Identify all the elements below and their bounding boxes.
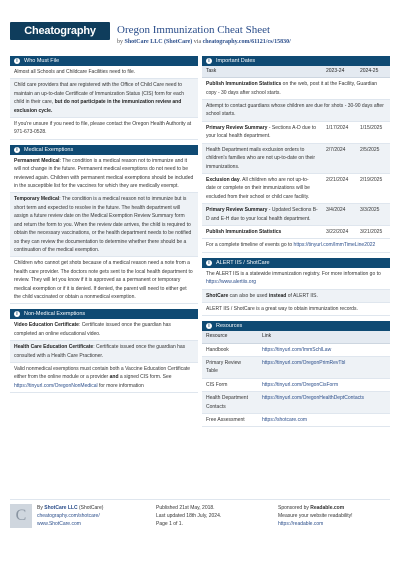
section-header xyxy=(202,56,390,66)
footer-sponsor-line xyxy=(278,504,390,512)
footer-website-link[interactable]: www.ShotCare.com xyxy=(37,521,81,527)
section-title: Resources xyxy=(216,323,243,330)
nonmedical-link[interactable]: https://tinyurl.com/OregonNonMedical xyxy=(14,382,98,389)
section-title: Non-Medical Exemptions xyxy=(24,311,86,318)
alertiis-link[interactable]: https://www.alertiis.org xyxy=(206,279,257,286)
footer xyxy=(10,499,390,529)
info-icon: i xyxy=(206,260,212,266)
task-cell xyxy=(202,121,322,143)
who-row-3: If you're unsure if you need to file, please contact the Oregon Health Authority at 971-673-0528. xyxy=(10,118,198,140)
footer-profile-link[interactable]: cheatography.com/shotcare/ xyxy=(37,513,100,519)
desc-healthcare: : Certificate issued once the guardian has consulted with a Health Care Practioner. xyxy=(14,344,186,359)
table-row xyxy=(202,204,390,226)
who-row-2 xyxy=(10,79,198,118)
date-cell: 2/7/2024 xyxy=(322,143,356,173)
table-row xyxy=(202,357,390,379)
byline-by: by xyxy=(117,39,125,45)
task-cell xyxy=(202,78,390,100)
table-row xyxy=(202,121,390,143)
valid-and: and xyxy=(109,374,119,381)
footer-sponsor-col xyxy=(278,504,390,528)
col-header-resource: Resource xyxy=(202,331,258,343)
byline-via: via xyxy=(192,39,203,45)
task-cell xyxy=(202,173,322,203)
alert-row-3: ALERT IIS / ShotCare is a great way to obtain immunization records. xyxy=(202,303,390,316)
sheet-url-link[interactable]: cheatography.com/61121/cs/15830/ xyxy=(202,39,291,45)
nonmedical-row-valid xyxy=(10,363,198,393)
footer-by: By xyxy=(37,505,45,511)
resource-name: Handbook xyxy=(202,343,258,356)
medical-row-note: Children who cannot get shots because of a medical reason need a note from a health care provider. The doctors note gets sent to the local health department to review. They will let you know if it is approved as a permanent or temporary medical exemption or if it is denied. If denied, the parent will need to either get the child vaccinated or obtain a nonmedical exemption. xyxy=(10,257,198,304)
date-cell: 3/22/2024 xyxy=(322,225,356,238)
resource-name: CIS Form xyxy=(202,378,258,391)
table-row xyxy=(202,343,390,356)
who-row-1: Almost all Schools and Childcare Facilities need to file. xyxy=(10,66,198,79)
table-row xyxy=(202,143,390,173)
important-dates-section xyxy=(202,56,390,253)
col-header-2024: 2024-25 xyxy=(356,66,390,78)
valid-text-2: a signed CIS form. See xyxy=(118,374,172,381)
task-text: - Sections A-D due to your local health department. xyxy=(206,124,317,140)
author-link[interactable]: ShotCare LLC (ShotCare) xyxy=(124,39,193,45)
who-row-2-bold: but do not participate in the immunization review and exclusion cycle. xyxy=(14,99,182,114)
alert-row-1 xyxy=(202,268,390,290)
alert-iis-section xyxy=(202,258,390,317)
nonmedical-row-video xyxy=(10,319,198,341)
page-title: Oregon Immunization Cheat Sheet xyxy=(117,24,271,36)
alert-text-1: The ALERT IIS is a statewide immunization registry. For more information go to xyxy=(206,270,381,277)
alert-text-3: of ALERT IIS. xyxy=(286,292,318,299)
date-cell: 2/21/2024 xyxy=(322,173,356,203)
info-icon: i xyxy=(14,311,20,317)
footer-author-col xyxy=(37,504,147,528)
alert-row-2 xyxy=(202,290,390,303)
section-title: Important Dates xyxy=(216,58,256,64)
task-bold: Exclusion day xyxy=(206,176,240,183)
footer-by-line xyxy=(37,504,147,512)
info-icon: i xyxy=(14,147,20,153)
date-cell: 3/3/2025 xyxy=(356,204,390,226)
nonmedical-exemptions-section xyxy=(10,309,198,393)
footer-author-link[interactable]: ShotCare LLC xyxy=(44,505,78,511)
table-row xyxy=(202,225,390,238)
dates-table xyxy=(202,66,390,239)
footer-page: Page 1 of 1. xyxy=(156,521,183,527)
footer-dates-col xyxy=(156,504,266,528)
medical-row-permanent xyxy=(10,155,198,194)
section-header xyxy=(10,309,198,319)
table-row xyxy=(202,378,390,391)
date-cell: 3/4/2024 xyxy=(322,204,356,226)
timeline-note xyxy=(202,239,390,252)
resources-table xyxy=(202,331,390,427)
footer-sponsor-link[interactable]: https://readable.com xyxy=(278,521,324,527)
col-header-link: Link xyxy=(258,331,390,343)
footer-handle: (ShotCare) xyxy=(77,505,104,511)
alert-shotcare: ShotCare xyxy=(206,292,229,299)
footer-sponsor-name[interactable]: Readable.com xyxy=(310,505,345,511)
desc-video: : Certificate issued once the guardian has completed an online educational video. xyxy=(14,322,171,337)
footer-published: Published 21st May, 2018. xyxy=(156,505,215,511)
header xyxy=(0,0,400,52)
resource-name: Health Department Contacts xyxy=(202,392,258,414)
task-bold: Publish Immunization Statistics xyxy=(206,228,282,235)
resource-link[interactable]: https://tinyurl.com/OregonCisForm xyxy=(258,378,390,391)
task-text: - Updated Sections B-D and E-H due to your local health department. xyxy=(206,207,318,222)
col-header-2023: 2023-24 xyxy=(322,66,356,78)
task-bold: Primary Review Summary xyxy=(206,207,268,214)
date-cell: 1/15/2025 xyxy=(356,121,390,143)
resources-section xyxy=(202,321,390,427)
resources-table-header xyxy=(202,331,390,343)
table-row xyxy=(202,173,390,203)
task-cell xyxy=(202,100,390,122)
resource-link[interactable]: https://shotcare.com xyxy=(258,414,390,427)
date-cell: 2/19/2025 xyxy=(356,173,390,203)
alert-instead: instead xyxy=(268,292,287,299)
section-header xyxy=(10,56,198,66)
resource-link[interactable]: https://tinyurl.com/OregonHealthDeptContacts xyxy=(258,392,390,414)
term-permanent: Permanent Medical xyxy=(14,157,60,164)
resource-link[interactable]: https://tinyurl.com/ImmSchlLaw xyxy=(258,343,390,356)
resource-name: Primary Review Table xyxy=(202,357,258,379)
footer-sponsor-tagline: Measure your website readability! xyxy=(278,513,353,519)
col-header-task: Task xyxy=(202,66,322,78)
left-column xyxy=(10,56,198,398)
valid-text-3: for more information xyxy=(97,382,144,389)
section-title: Medical Exemptions xyxy=(24,146,74,153)
resource-link[interactable]: https://tinyurl.com/OregonPrimRevTbl xyxy=(258,357,390,379)
term-temporary: Temporary Medical xyxy=(14,196,60,203)
alert-text-2: can also be used xyxy=(228,292,269,299)
info-icon: i xyxy=(14,58,20,64)
footer-sponsored-by: Sponsored by xyxy=(278,505,311,511)
medical-exemptions-section xyxy=(10,145,198,305)
task-bold: Primary Review Summary xyxy=(206,124,268,131)
date-cell: 3/21/2025 xyxy=(356,225,390,238)
task-cell xyxy=(202,204,322,226)
info-icon: i xyxy=(206,58,212,64)
valid-text-1: Valid nonmedical exemptions must contain both a Vaccine Education Certificate either from the online module or a provider xyxy=(14,365,191,381)
nonmedical-row-healthcare xyxy=(10,341,198,363)
section-header xyxy=(10,145,198,155)
author-avatar[interactable]: C xyxy=(10,504,32,528)
task-cell xyxy=(202,225,322,238)
task-text: on the web, post it at the Facility, Guardian copy - 30 days after school starts. xyxy=(206,81,378,96)
task-text: Health Department mails exclusion orders to children's families who are not up-to-date on their immunizations. xyxy=(206,146,316,170)
table-row xyxy=(202,78,390,100)
who-must-file-section xyxy=(10,56,198,140)
task-cell xyxy=(202,143,322,173)
desc-permanent: : The condition is a medical reason not to immunize and it will not change in the future. Permanent medical exemptions do not need to be reviewed again. Children with permanent medical exemptions should be included in the susceptible list for the vaccines for which they are medically exempt. xyxy=(14,157,194,190)
footer-updated: Last updated 18th July, 2024. xyxy=(156,513,222,519)
date-cell: 2/5/2025 xyxy=(356,143,390,173)
who-row-2-text: Child care providers that are registered with the Office of Child Care need to maintain an up-to-date Certificate of Immunization Status (CIS) form for each child in their care, xyxy=(14,82,185,106)
byline xyxy=(117,38,291,46)
section-header xyxy=(202,321,390,331)
task-text: Attempt to contact guardians whose children are due for shots - 30-90 days after school starts. xyxy=(206,103,384,118)
section-title: Who Must File xyxy=(24,58,60,64)
table-row xyxy=(202,414,390,427)
task-text: . All children who are not up-to-date or complete on their immunizations will be excluded from their school or child care facility. xyxy=(206,176,310,200)
timeline-text: For a complete timeline of events go to xyxy=(206,242,294,249)
dates-table-header xyxy=(202,66,390,78)
task-bold: Publish Immunization Statistics xyxy=(206,81,282,88)
table-row xyxy=(202,392,390,414)
desc-temporary: : The condition is a medical reason not to immunize but is short term and expected to resolve in the future. The health department will assign a future review date on the Medical Exemption Review Summary form and return the form to you. When the review date arrives, the child is required to obtain the necessary vaccinations, or the health department needs to be notified so they can review the documentation to determine whether there should be a continuation of the medical exemption. xyxy=(14,196,192,253)
date-cell: 1/17/2024 xyxy=(322,121,356,143)
section-header xyxy=(202,258,390,268)
timeline-link[interactable]: https://tinyurl.com/ImmTimeLine2022 xyxy=(293,242,376,249)
info-icon: i xyxy=(206,323,212,329)
right-column xyxy=(202,56,390,432)
term-video: Video Education Certificate xyxy=(14,322,79,329)
term-healthcare: Health Care Education Certificate xyxy=(14,344,94,351)
table-row xyxy=(202,100,390,122)
resource-name: Free Assessment xyxy=(202,414,258,427)
cheatography-logo[interactable]: Cheatography xyxy=(10,22,110,40)
medical-row-temporary xyxy=(10,193,198,257)
section-title: ALERT IIS / ShotCare xyxy=(216,259,270,266)
